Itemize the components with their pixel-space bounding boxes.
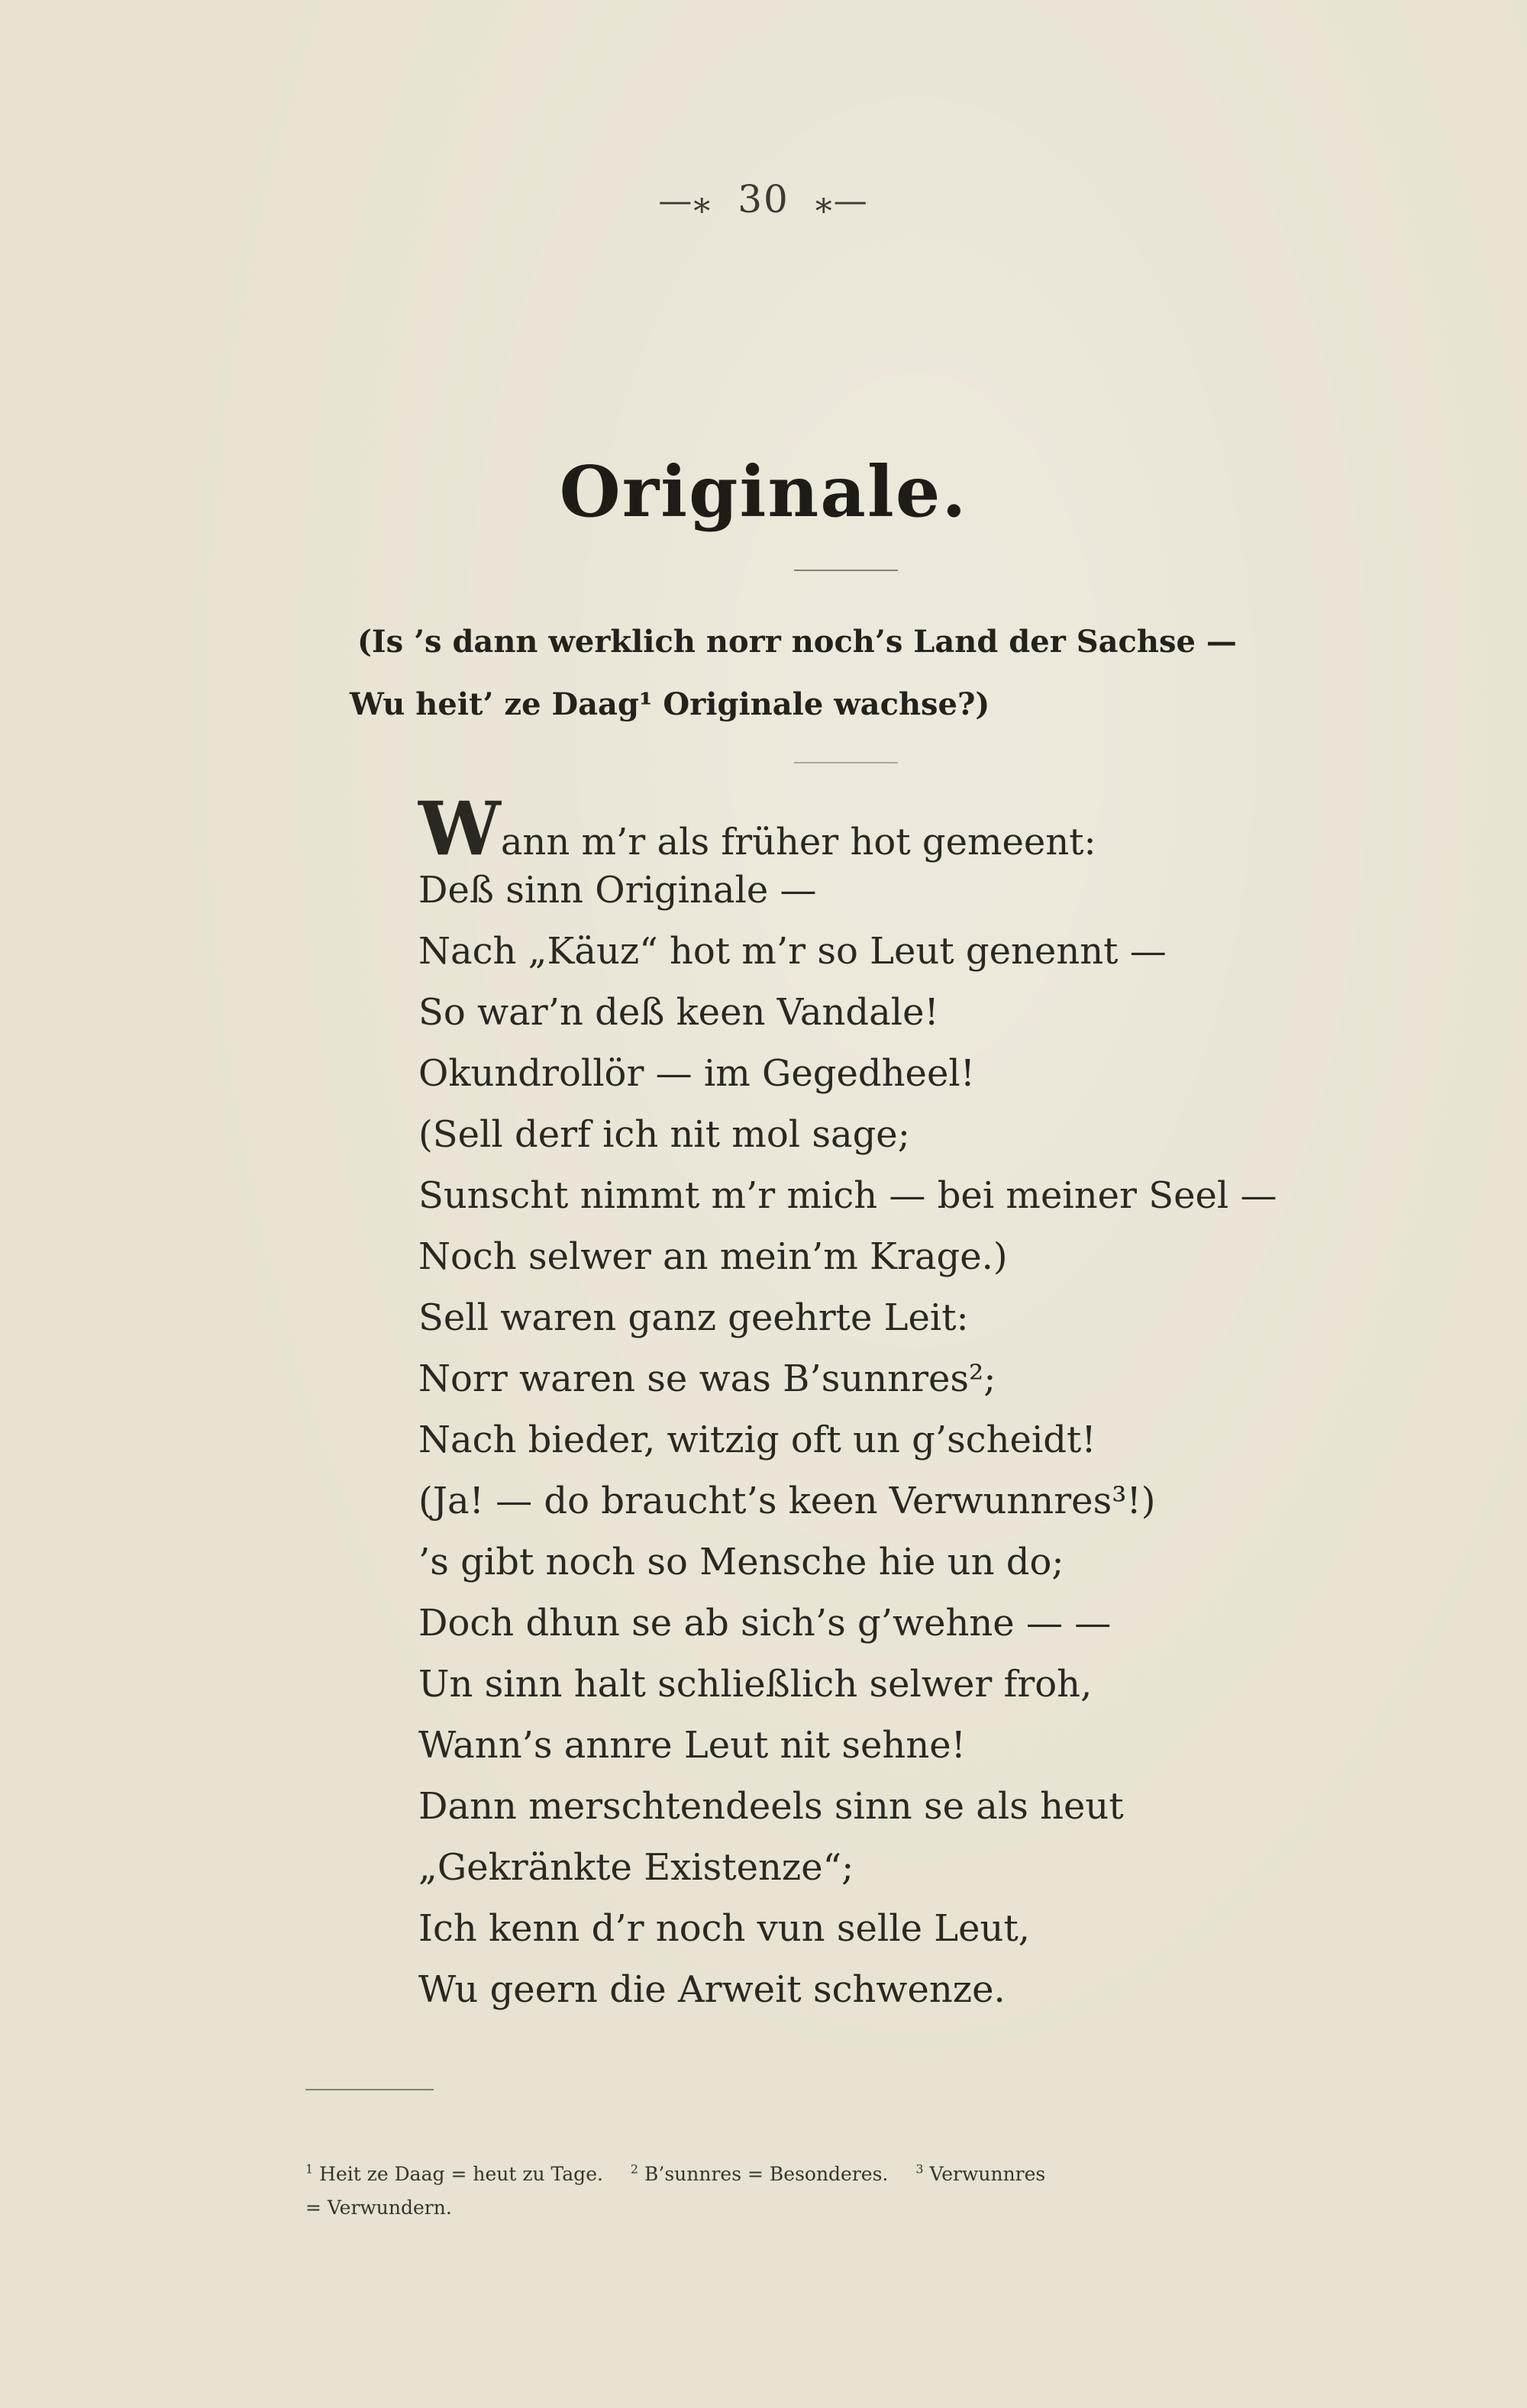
header-ornament-right: ⁎— [815,182,869,221]
footnote-divider [305,2089,434,2090]
header-ornament-left: —⁎ [658,182,712,221]
footnote-1-mark: 1 [305,2162,314,2177]
poem-line: So war’n deß keen Vandale! [418,991,939,1034]
epigraph [350,611,1419,736]
poem-line: Okundrollör — im Gegedheel! [418,1052,975,1095]
poem-line: „Gekränkte Existenze“; [418,1846,854,1889]
footnote-2 [631,2163,888,2185]
poem-line: Dann merschtendeels sinn se als heut [418,1785,1124,1828]
epigraph-divider [794,762,898,763]
poem-line: Noch selwer an mein’m Krage.) [418,1235,1008,1278]
poem-line: Nach bieder, witzig oft un g’scheidt! [418,1419,1096,1461]
poem-line: Un sinn halt schließlich selwer froh, [418,1663,1093,1706]
footnote-3-text: Verwunnres [929,2163,1046,2186]
footnote-3-mark: 3 [915,2162,924,2177]
poem-line: Wu geern die Arweit schwenze. [418,1968,1006,2011]
poem-line: Wann’s annre Leut nit sehne! [418,1724,966,1767]
poem-line: Sunscht nimmt m’r mich — bei meiner Seel — [418,1174,1277,1217]
footnote-1 [305,2163,603,2185]
poem-line: Nach „Käuz“ hot m’r so Leut genennt — [418,930,1167,973]
page-number: 30 [738,177,789,221]
epigraph-line-2: Wu heit’ ze Daag¹ Originale wachse?) [350,686,990,722]
poem-title: Originale. [559,450,968,533]
poem-line-1 [418,786,1411,872]
poem-line: (Sell derf ich nit mol sage; [418,1113,910,1156]
footnotes [305,2153,1374,2225]
poem-line: Ich kenn d’r noch vun selle Leut, [418,1907,1030,1950]
page-header [0,177,1527,221]
drop-cap: W [418,786,501,872]
title-divider [794,570,898,571]
poem-line: Doch dhun se ab sich’s g’wehne — — [418,1602,1112,1645]
footnote-3-continuation: = Verwundern. [305,2197,452,2219]
footnote-1-text: Heit ze Daag = heut zu Tage. [319,2163,603,2186]
epigraph-line-1: (Is ’s dann werklich norr noch’s Land der Sachse — [357,624,1237,660]
poem-body [418,786,1411,2020]
poem-line: Deß sinn Originale — [418,869,817,912]
poem-line-1-text: ann m’r als früher hot gemeent: [500,821,1096,863]
poem-line: Norr waren se was B’sunnres²; [418,1357,996,1400]
poem-line: (Ja! — do braucht’s keen Verwunnres³!) [418,1480,1156,1522]
footnote-2-text: B’sunnres = Besonderes. [644,2163,889,2186]
poem-line: ’s gibt noch so Mensche hie un do; [418,1541,1064,1583]
poem-line: Sell waren ganz geehrte Leit: [418,1296,969,1339]
footnote-2-mark: 2 [630,2162,639,2177]
footnote-3 [915,2163,1045,2185]
